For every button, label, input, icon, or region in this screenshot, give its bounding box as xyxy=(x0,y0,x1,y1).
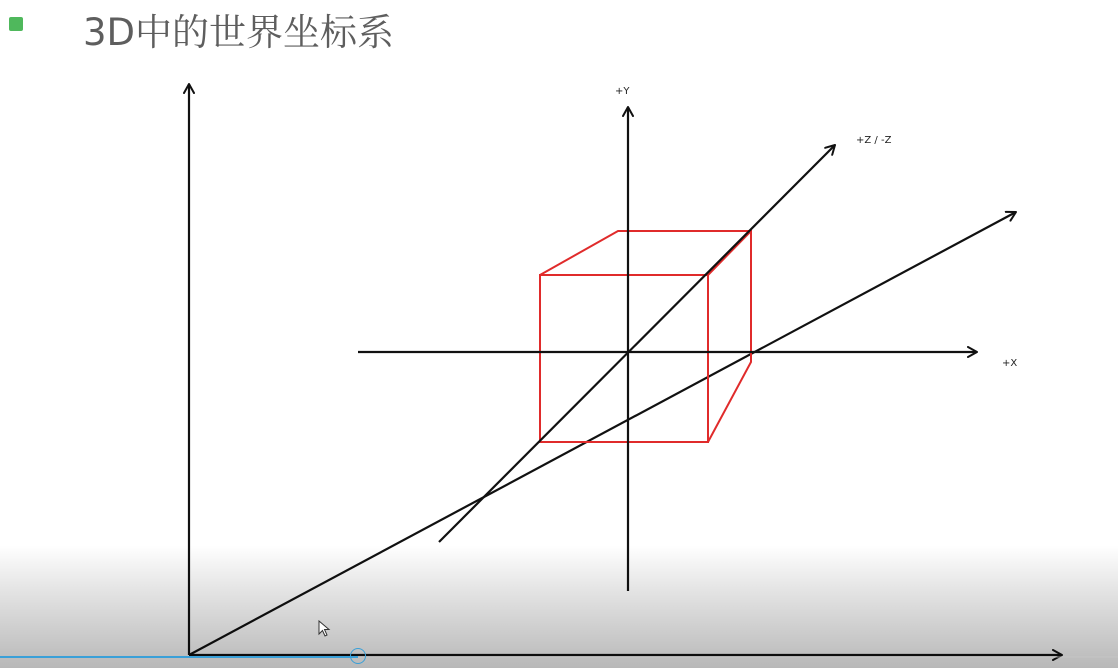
cube-top-right-edge xyxy=(708,231,751,275)
slide-title: 3D中的世界坐标系 xyxy=(83,11,395,54)
mouse-pointer-icon xyxy=(318,620,332,638)
video-progress-handle[interactable] xyxy=(350,648,366,664)
x-axis-label: +X xyxy=(1002,358,1018,369)
y-axis-label: +Y xyxy=(615,86,630,97)
video-progress-bar[interactable] xyxy=(0,656,1118,658)
z-axis-label: +Z / -Z xyxy=(856,135,892,146)
frame-diagonal-axis xyxy=(189,212,1016,655)
z-axis xyxy=(439,145,835,542)
video-progress-fill xyxy=(0,656,358,658)
